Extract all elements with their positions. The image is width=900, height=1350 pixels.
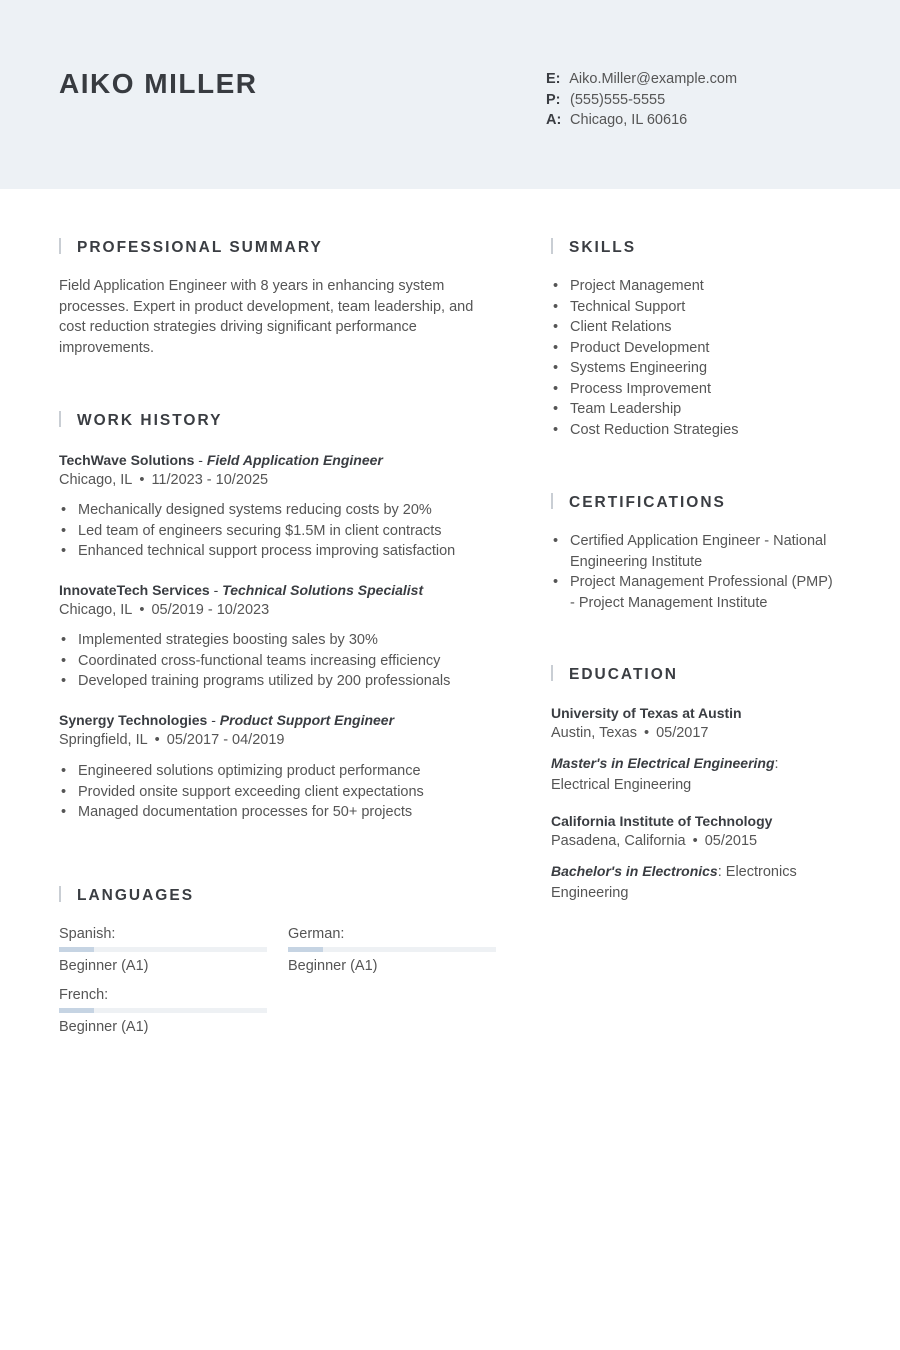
job-role: Technical Solutions Specialist xyxy=(222,582,424,598)
list-item: • Managed documentation processes for 50+ projects xyxy=(59,802,499,823)
list-item: • Product Development xyxy=(551,338,851,359)
list-item: • Developed training programs utilized by 200 professionals xyxy=(59,671,499,692)
job-role: Field Application Engineer xyxy=(206,452,383,468)
degree-field: : Electrical Engineering xyxy=(551,756,779,793)
email-label: E: xyxy=(546,71,561,87)
phone-label: P: xyxy=(546,91,561,108)
certifications-list xyxy=(551,531,841,613)
edu-degree xyxy=(551,753,841,795)
language-name: Spanish: xyxy=(59,926,116,942)
languages-heading: LANGUAGES xyxy=(59,886,194,905)
section-bar-icon xyxy=(551,493,553,509)
language-item xyxy=(288,926,496,976)
list-item: • Certified Application Engineer - National Engineering Institute xyxy=(551,531,841,572)
language-level: Beginner (A1) xyxy=(59,1019,149,1035)
proficiency-fill xyxy=(59,947,94,952)
bullet-separator: • xyxy=(643,725,650,741)
summary-heading: PROFESSIONAL SUMMARY xyxy=(59,238,323,257)
degree-name: Master's in Electrical Engineering xyxy=(551,755,775,771)
job-role: Product Support Engineer xyxy=(219,712,395,728)
job-company: Synergy Technologies xyxy=(59,712,208,728)
list-item: • Systems Engineering xyxy=(551,358,851,379)
bullet-separator: • xyxy=(139,602,145,618)
edu-school: University of Texas at Austin xyxy=(551,705,742,721)
job-company: TechWave Solutions xyxy=(59,452,195,468)
edu-school: California Institute of Technology xyxy=(551,813,773,829)
section-bar-icon xyxy=(551,238,553,254)
proficiency-bar xyxy=(59,1008,267,1013)
job-dates: 11/2023 - 10/2025 xyxy=(151,472,269,488)
contact-address-row xyxy=(546,110,737,131)
address-value: Chicago, IL 60616 xyxy=(570,112,688,128)
list-item: • Mechanically designed systems reducing costs by 20% xyxy=(59,500,499,521)
list-item: • Engineered solutions optimizing product performance xyxy=(59,761,499,782)
candidate-name: AIKO MILLER xyxy=(59,68,258,99)
job-bullets xyxy=(59,761,499,823)
summary-text: Field Application Engineer with 8 years in enhancing system processes. Expert in product development, team leadership, and cost reduction strategies driving significant performance improvements. xyxy=(59,278,474,356)
proficiency-fill xyxy=(288,947,323,952)
job-separator: - xyxy=(207,712,220,728)
section-bar-icon xyxy=(551,665,553,681)
edu-degree xyxy=(551,861,841,903)
job-location: Chicago, IL xyxy=(59,602,133,618)
section-bar-icon xyxy=(59,238,61,254)
email-value[interactable]: Aiko.Miller@example.com xyxy=(569,71,738,87)
bullet-separator: • xyxy=(692,833,698,849)
contact-info xyxy=(546,69,737,131)
job-location: Springfield, IL xyxy=(59,732,148,748)
proficiency-bar xyxy=(59,947,267,952)
list-item: • Provided onsite support exceeding client expectations xyxy=(59,782,499,803)
list-item: • Client Relations xyxy=(551,317,851,338)
section-bar-icon xyxy=(59,411,61,427)
list-item: • Project Management Professional (PMP) - Project Management Institute xyxy=(551,572,841,613)
job-dates: 05/2017 - 04/2019 xyxy=(166,732,285,748)
job-separator: - xyxy=(209,582,223,598)
edu-location: Pasadena, California xyxy=(551,833,686,849)
language-name: French: xyxy=(59,987,109,1003)
job-heading xyxy=(59,452,383,468)
section-bar-icon xyxy=(59,886,61,902)
edu-meta xyxy=(551,725,708,741)
list-item: • Implemented strategies boosting sales by 30% xyxy=(59,630,499,651)
job-heading xyxy=(59,712,394,728)
degree-field: : Electronics Engineering xyxy=(551,864,797,901)
job-bullets xyxy=(59,630,499,692)
list-item: • Team Leadership xyxy=(551,399,851,420)
contact-phone-row xyxy=(546,90,737,111)
proficiency-bar xyxy=(288,947,496,952)
skills-heading: SKILLS xyxy=(551,238,636,257)
edu-meta xyxy=(551,833,757,849)
language-level: Beginner (A1) xyxy=(59,958,149,974)
list-item: • Project Management xyxy=(551,276,851,297)
list-item: • Cost Reduction Strategies xyxy=(551,420,851,441)
list-item: • Enhanced technical support process improving satisfaction xyxy=(59,541,499,562)
list-item: • Technical Support xyxy=(551,297,851,318)
list-item: • Led team of engineers securing $1.5M in client contracts xyxy=(59,521,499,542)
contact-email-row xyxy=(546,69,737,90)
degree-name: Bachelor's in Electronics xyxy=(551,863,718,879)
language-item xyxy=(59,987,267,1037)
job-meta xyxy=(59,602,269,618)
bullet-separator: • xyxy=(154,732,160,748)
proficiency-fill xyxy=(59,1008,94,1013)
education-heading: EDUCATION xyxy=(551,665,678,684)
job-bullets xyxy=(59,500,499,562)
edu-date: 05/2015 xyxy=(704,833,758,849)
job-separator: - xyxy=(194,452,207,468)
job-heading xyxy=(59,582,423,598)
language-level: Beginner (A1) xyxy=(288,958,378,974)
job-meta xyxy=(59,472,268,488)
certifications-heading: CERTIFICATIONS xyxy=(551,493,726,512)
bullet-separator: • xyxy=(139,472,145,488)
edu-location: Austin, Texas xyxy=(551,725,637,741)
list-item: • Process Improvement xyxy=(551,379,851,400)
job-dates: 05/2019 - 10/2023 xyxy=(151,602,270,618)
phone-value: (555)555-5555 xyxy=(570,91,666,108)
work-history-heading: WORK HISTORY xyxy=(59,411,222,430)
list-item: • Coordinated cross-functional teams increasing efficiency xyxy=(59,651,499,672)
language-name: German: xyxy=(288,926,345,942)
job-meta xyxy=(59,732,284,748)
job-company: InnovateTech Services xyxy=(59,582,210,598)
address-label: A: xyxy=(546,112,562,128)
resume-header xyxy=(0,0,900,189)
edu-date: 05/2017 xyxy=(656,725,709,741)
skills-list xyxy=(551,276,851,440)
job-location: Chicago, IL xyxy=(59,472,133,488)
language-item xyxy=(59,926,267,976)
